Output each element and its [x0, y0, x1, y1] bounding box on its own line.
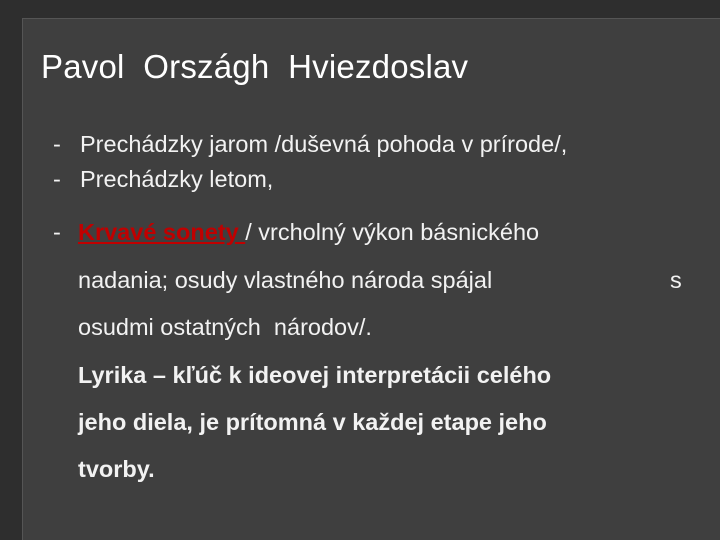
bold-line: Lyrika – kľúč k ideovej interpretácii celého — [78, 362, 552, 388]
bullet-text: Prechádzky letom, — [80, 166, 274, 192]
bullet-text-after: / vrcholný výkon básnického — [245, 219, 540, 245]
bold-line: jeho diela, je prítomná v každej etape jeho — [78, 409, 547, 435]
bullet-marker: - — [53, 131, 61, 157]
bullet-text: Prechádzky jarom /duševná pohoda v prírode/, — [80, 131, 568, 157]
continuation-line: nadania; osudy vlastného národa spájal — [78, 267, 493, 293]
bullet-marker: - — [53, 219, 61, 245]
bold-line: tvorby. — [78, 456, 155, 482]
bullet-marker: - — [53, 166, 61, 192]
continuation-line: osudmi ostatných národov/. — [78, 314, 372, 340]
stray-character: s — [670, 267, 682, 293]
bullet-text — [78, 219, 539, 246]
krvave-sonety-link[interactable]: Krvavé sonety — [78, 219, 246, 245]
slide-title: Pavol Országh Hviezdoslav — [41, 48, 469, 85]
